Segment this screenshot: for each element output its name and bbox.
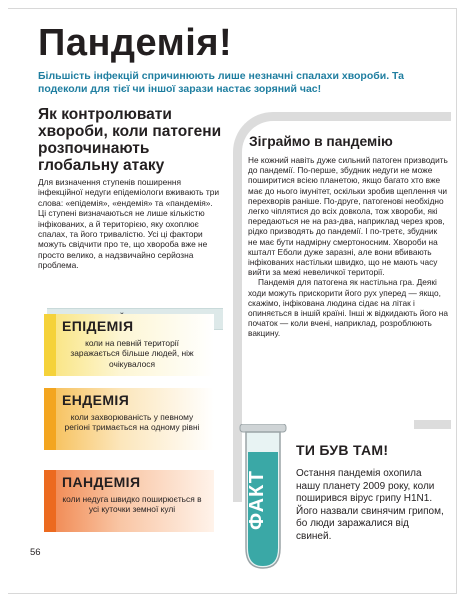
stage-name: ЕПІДЕМІЯ (62, 318, 134, 334)
page-number: 56 (30, 547, 41, 558)
stage-name: ПАНДЕМІЯ (62, 474, 141, 490)
decorative-pipe-segment (414, 420, 451, 429)
stage-description: коли недуга швидко поширюється в усі куточки земної кулі (62, 494, 202, 515)
stage-description: коли захворюваність у певному регіоні тримається на одному рівні (64, 412, 200, 433)
stage-color-tab (44, 314, 56, 376)
crop-line-right (456, 8, 457, 594)
stage-description: коли на певній території заражається більше людей, ніж очікувалося (70, 338, 194, 369)
stage-name: ЕНДЕМІЯ (62, 392, 130, 408)
fact-heading: ТИ БУВ ТАМ! (296, 442, 389, 458)
fact-label: ФАКТ (246, 470, 268, 530)
crop-line-top (8, 8, 457, 9)
right-body-text (248, 155, 448, 339)
page-subtitle: Більшість інфекцій спричинюють лише незначні спалахи хвороби. Та подеколи для тієї чи іншої зарази настає зоряний час! (38, 70, 405, 95)
left-heading: Як контролювати хвороби, коли патогени розпочинають глобальну атаку (38, 106, 222, 174)
right-paragraph-2: Пандемія для патогена як настільна гра. Деякі ходи можуть прискорити його рух уперед — якщо, скажімо, інфікована людина сідає на літак і опиняється в іншій країні. Інші ж відкидають його на початок — коли вчені, наприклад, розроблюють вакцину. (248, 277, 448, 339)
crop-line-bottom (8, 593, 457, 594)
fact-body-text: Остання пандемія охопила нашу планету 2009 року, коли поширився вірус грипу H1N1. Його назвали свинячим грипом, бо люди заражалися від свиней. (296, 468, 444, 542)
stage-color-tab (44, 388, 56, 450)
left-body-text: Для визначення ступенів поширення інфекційної недуги епідеміологи вживають три слова: «епідемія», «ендемія» та «пандемія». Ці ступені визначаються не лише кількістю інфікованих, а й територією, яку охоплює спалах, та його тривалістю. Усі ці фактори можуть свідчити про те, що хвороба вже не просто велико, а надзвичайно серйозна проблема. (38, 177, 220, 271)
right-paragraph-1: Не кожний навіть дуже сильний патоген призводить до пандемії. По-перше, збудник недуги не може поширитися всією планетою, якщо багато хто вже має до нього імунітет, оскільки зробив щеплення чи перехворів раніше. По-друге, патогенові необхідно легко чіплятися до всіх довкола, тож хвороби, які передаються не на раз-два, наприклад через кров, рідко призводять до пандемії. І по-третє, збудник не має бути надмірну смертоносним. Хвороби на кшталт Еболи дуже заразні, але вони вбивають інфікованих настільки швидко, що не мають часу вийти за межі невеличкої території. (248, 155, 448, 278)
right-heading: Зіграймо в пандемію (249, 134, 393, 149)
stage-color-tab (44, 470, 56, 532)
test-tube-rim (240, 424, 286, 432)
page-title: Пандемія! (38, 22, 233, 64)
